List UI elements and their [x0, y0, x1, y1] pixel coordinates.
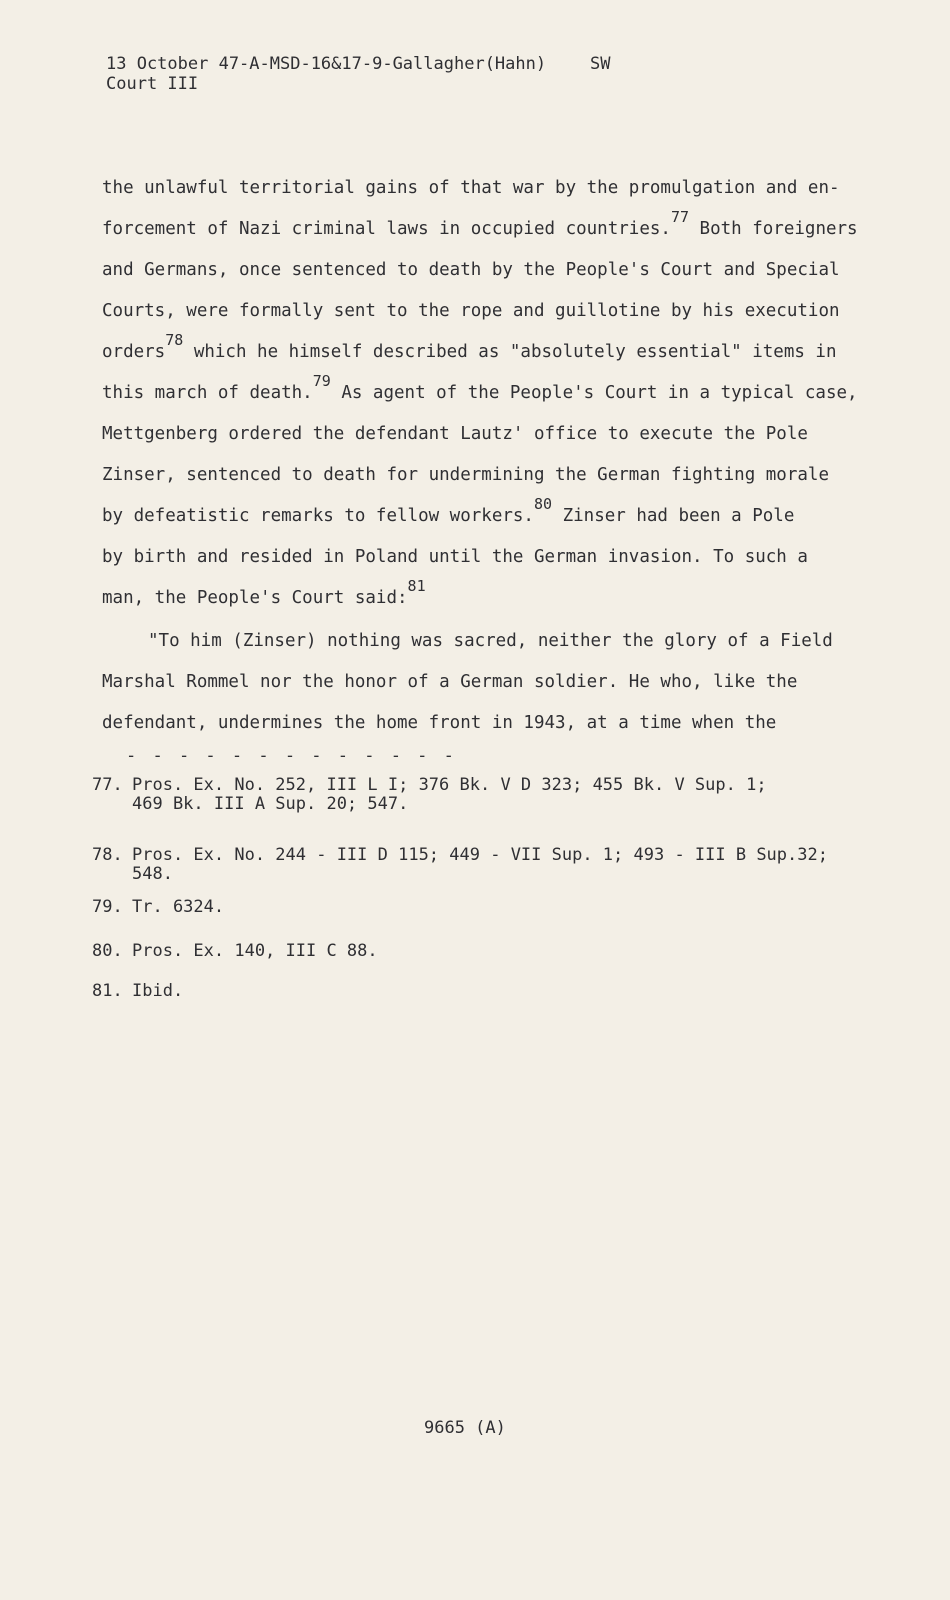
- body-line: and Germans, once sentenced to death by the People's Court and Special: [102, 260, 840, 280]
- body-text-segment: As agent of the People's Court in a typical case,: [330, 383, 858, 403]
- body-text-segment: forcement of Nazi criminal laws in occupied countries.: [102, 219, 671, 239]
- footnote-item: [92, 776, 767, 814]
- footnote-text: Pros. Ex. No. 244 - III D 115; 449 - VII Sup. 1; 493 - III B Sup.32;: [132, 845, 828, 865]
- body-line: [102, 372, 858, 403]
- body-line: Courts, were formally sent to the rope and guillotine by his execution: [102, 301, 840, 321]
- footnote-marker: 79: [312, 372, 331, 390]
- body-text-segment: this march of death.: [102, 383, 313, 403]
- footnote-text: Ibid.: [132, 981, 184, 1001]
- footnote-text: 469 Bk. III A Sup. 20; 547.: [132, 794, 409, 814]
- footnote-item: [92, 942, 378, 961]
- footnote-text: Pros. Ex. 140, III C 88.: [132, 941, 378, 961]
- quote-line: defendant, undermines the home front in 1943, at a time when the: [102, 713, 777, 733]
- header-court: Court III: [106, 74, 199, 94]
- footnote-marker: 77: [670, 208, 690, 226]
- document-header: [106, 54, 611, 94]
- footnote-item: [92, 898, 224, 917]
- footnote-number: 81.: [92, 981, 123, 1001]
- body-line: Zinser, sentenced to death for undermining the German fighting morale: [102, 465, 829, 485]
- body-text-segment: Zinser had been a Pole: [552, 506, 795, 526]
- footnote-text: Tr. 6324.: [132, 897, 225, 917]
- body-line: [102, 208, 858, 239]
- header-code: SW: [590, 54, 611, 74]
- body-text-segment: Both foreigners: [689, 219, 858, 239]
- footnote-text: 548.: [132, 864, 173, 884]
- page-number: 9665 (A): [424, 1418, 506, 1438]
- body-text-segment: by defeatistic remarks to fellow workers.: [102, 506, 534, 526]
- footnote-marker: 81: [407, 577, 426, 595]
- footnote-text: Pros. Ex. No. 252, III L I; 376 Bk. V D 323; 455 Bk. V Sup. 1;: [132, 775, 767, 795]
- body-line: [102, 331, 837, 362]
- footnote-number: 80.: [92, 941, 123, 961]
- body-text-segment: which he himself described as "absolutely essential" items in: [183, 342, 837, 362]
- footnote-item: [92, 846, 828, 884]
- footnote-item: [92, 982, 183, 1001]
- footnote-number: 77.: [92, 775, 123, 795]
- footnote-separator: - - - - - - - - - - - - -: [126, 746, 457, 766]
- body-line: Mettgenberg ordered the defendant Lautz' office to execute the Pole: [102, 424, 808, 444]
- body-line: [102, 495, 795, 526]
- body-text-segment: orders: [102, 342, 166, 362]
- footnote-number: 78.: [92, 845, 123, 865]
- quote-line: Marshal Rommel nor the honor of a German soldier. He who, like the: [102, 672, 798, 692]
- body-line: the unlawful territorial gains of that war by the promulgation and en-: [102, 178, 840, 198]
- footnote-marker: 78: [165, 331, 184, 349]
- quote-line: "To him (Zinser) nothing was sacred, neither the glory of a Field: [148, 631, 833, 651]
- footnote-number: 79.: [92, 897, 123, 917]
- body-line: by birth and resided in Poland until the German invasion. To such a: [102, 547, 808, 567]
- footnote-marker: 80: [533, 495, 553, 513]
- header-reference: 13 October 47-A-MSD-16&17-9-Gallagher(Hahn): [106, 54, 547, 74]
- body-line: [102, 577, 426, 608]
- body-text-segment: man, the People's Court said:: [102, 588, 408, 608]
